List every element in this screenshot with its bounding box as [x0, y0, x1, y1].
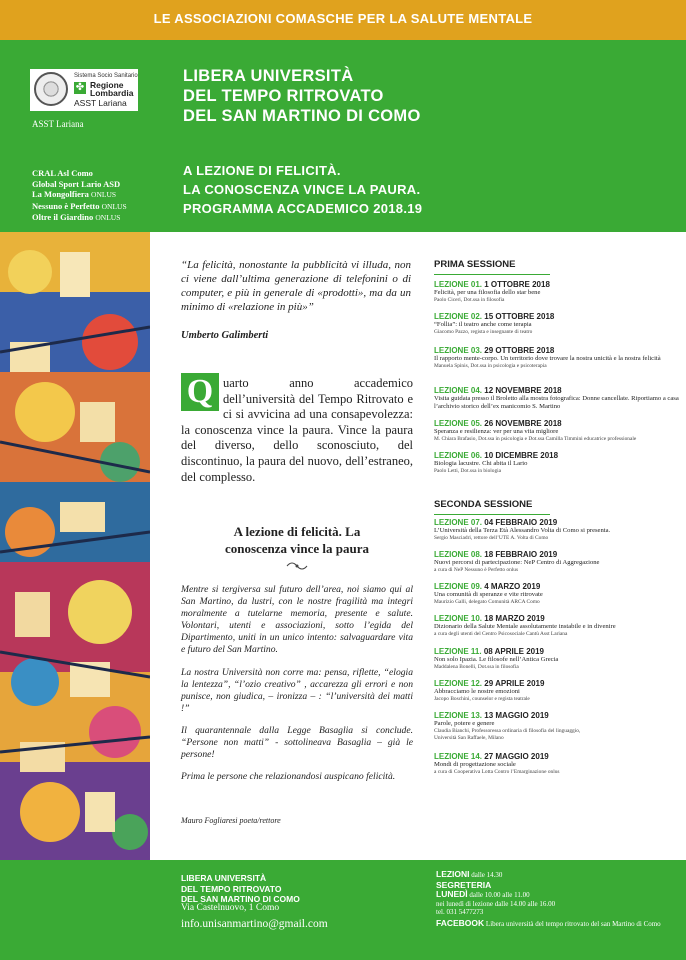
logo-asst-text: ASST Lariana: [74, 98, 127, 108]
asst-logo: [30, 69, 138, 111]
sponsor-item: La Mongolfiera ONLUS: [32, 189, 117, 199]
banner-text: LE ASSOCIAZIONI COMASCHE PER LA SALUTE MENTALE: [153, 11, 533, 26]
program-title: [183, 161, 422, 218]
lesson-item: LEZIONE 02. 15 OTTOBRE 2018 “Follia”: il teatro anche come terapia Giacomo Pazzo, regista e insegnante di teatro: [434, 312, 555, 335]
quote-author: Umberto Galimberti: [181, 330, 269, 341]
seal-icon: [34, 72, 68, 106]
logo-system-text: Sistema Socio Sanitario: [74, 73, 138, 79]
university-title: [183, 66, 421, 126]
footer-email[interactable]: info.unisanmartino@gmail.com: [181, 918, 328, 930]
divider: [434, 514, 550, 515]
artwork-image: [0, 232, 150, 860]
intro-text: uarto anno accademico dell’università del Tempo Ritrovato e ci si avvicina ad una consapevolezza: la conoscenza vince la paura. Vince la paura del diverso, dello sconosciuto, del discontinuo, la paura del nuovo, dell’estraneo, del complesso.: [181, 376, 413, 484]
lesson-item: LEZIONE 05. 26 NOVEMBRE 2018 Speranza e resilienza: ver per una vita migliore M. Chiara Brafasio, Dot.ssa in psicologia e Dot.ssa Camilla Timmini educatrice professionale: [434, 419, 637, 442]
subtitle-line: LA CONOSCENZA VINCE LA PAURA.: [183, 182, 421, 197]
sponsor-item: Global Sport Lario ASD: [32, 178, 121, 189]
session-title: SECONDA SESSIONE: [434, 499, 533, 510]
logo-region-text: Regione Lombardia: [90, 80, 134, 98]
title-line: DEL TEMPO RITROVATO: [183, 87, 384, 105]
manifesto-text: [181, 584, 413, 793]
manifesto-paragraph: Il quarantennale dalla Legge Basaglia si conclude. “Persone non matti” - sottolineava Basaglia – già le persone!: [181, 724, 413, 761]
lesson-item: LEZIONE 10. 18 MARZO 2019 Dizionario della Salute Mentale assolutamente instabile e in divenire a cura degli utenti del Centro Psicosociale Cantù Asst Lariana: [434, 614, 616, 637]
lesson-item: LEZIONE 03. 29 OTTOBRE 2018 Il rapporto mente-corpo. Un territorio dove trovare la nostra unicità e la nostra felicità Manuela Spinis, Dot.ssa in psicologia e psicoterapia: [434, 346, 661, 369]
lesson-item: LEZIONE 11. 08 APRILE 2019 Non solo Ipazia. Le filosofe nell’Antica Grecia Maddalena Bonelli, Dot.ssa in filosofia: [434, 647, 559, 670]
lesson-item: LEZIONE 09. 4 MARZO 2019 Una comunità di speranze e vite ritrovate Maurizio Galli, delegato Comunità ARCA Como: [434, 582, 543, 605]
lesson-item: LEZIONE 13. 13 MAGGIO 2019 Parole, potere e genere Claudia Bianchi, Professoressa ordinaria di filosofia del linguaggio, Università San Raffaele, Milano: [434, 711, 581, 741]
lesson-item: LEZIONE 14. 27 MAGGIO 2019 Mondi di progettazione sociale a cura di Cooperativa Lotta Contro l’Emarginazione onlus: [434, 752, 560, 775]
ornament-icon: [286, 560, 308, 572]
footer-info: LEZIONI dalle 14.30 SEGRETERIA LUNEDÌ dalle 10.00 alle 11.00 nei lunedì di lezione dalle 14.00 alle 16.00 tel. 031 5477273 FACEBOOK Libera università del tempo ritrovato del san Martino di Como: [436, 869, 661, 928]
quote-text: “La felicità, nonostante la pubblicità vi illuda, non ci viene dall’ultima generazione di telefonini o di computer, e più in generale di «prodotti», ma da un minimo di «relazione in più»”: [181, 259, 411, 313]
lesson-item: LEZIONE 07. 04 FEBBRAIO 2019 L’Università della Terza Età Alessandro Volta di Como si presenta. Sergio Masciadri, rettore dell’UTE A. Volta di Como: [434, 518, 611, 541]
sponsor-item: Oltre il Giardino ONLUS: [32, 212, 121, 222]
lesson-item: LEZIONE 08. 18 FEBBRAIO 2019 Nuovi percorsi di partecipazione: NeP Centro di Aggregazione a cura di NeP Nessuno è Perfetto onlus: [434, 550, 600, 573]
manifesto-paragraph: Prima le persone che relazionandosi auspicano felicità.: [181, 771, 396, 783]
subtitle-line: PROGRAMMA ACCADEMICO 2018.19: [183, 201, 423, 216]
sponsor-list: [32, 168, 127, 224]
section-subhead: A lezione di felicità. La conoscenza vince la paura: [224, 524, 370, 556]
dropcap: Q: [181, 373, 219, 411]
sponsor-item: CRAL Asl Como: [32, 168, 93, 178]
lombardia-rose-icon: ✤: [75, 82, 85, 93]
session-title: PRIMA SESSIONE: [434, 259, 516, 270]
signature: Mauro Fogliaresi poeta/rettore: [181, 816, 281, 825]
lesson-item: LEZIONE 12. 29 APRILE 2019 Abbracciamo le nostre emozioni Jacopo Boschini, counselor e regista teatrale: [434, 679, 545, 702]
title-line: DEL SAN MARTINO DI COMO: [183, 107, 421, 125]
lesson-item: LEZIONE 04. 12 NOVEMBRE 2018 Visita guidata presso il Broletto alla mostra fotografica: Donne cancellate. Riportiamo a casa l’archivio storico dell’ex manicomio S. Martino: [434, 386, 679, 410]
manifesto-paragraph: Mentre si tergiversa sul futuro dell’area, noi siamo qui al San Martino, da lustri, con le nostre fragilità ma integri moralmente a tutelarne memoria, presente e salute. Volontari, utenti e associazioni, sotto l’egida del Dipartimento, uniti in un unico intento: salvaguardare vita e futuro del San Martino.: [181, 584, 413, 656]
sponsor-item: Nessuno è Perfetto ONLUS: [32, 200, 127, 211]
manifesto-paragraph: La nostra Università non corre ma: pensa, riflette, “elogia la lentezza”, “l’ozio creativo” , accarezza gli errori e non punisce, non giudica, – ironizza – : “l’università dei matti !”: [181, 666, 413, 714]
lesson-item: LEZIONE 06. 10 DICEMBRE 2018 Biologia lacustre. Chi abita il Lario Paolo Letti, Dot.ssa in biologia: [434, 451, 559, 474]
top-banner: [0, 0, 686, 40]
footer-title: LIBERA UNIVERSITÀ DEL TEMPO RITROVATO DEL SAN MARTINO DI COMO: [181, 873, 300, 904]
subtitle-line: A LEZIONE DI FELICITÀ.: [183, 163, 341, 178]
facebook-label: FACEBOOK: [436, 917, 485, 928]
divider: [434, 274, 550, 275]
lesson-item: LEZIONE 01. 1 OTTOBRE 2018 Felicità, per una filosofia dello star bene Paolo Ciceri, Dot.ssa in filosofia: [434, 280, 550, 303]
title-line: LIBERA UNIVERSITÀ: [183, 67, 354, 85]
asst-label: ASST Lariana: [32, 119, 84, 129]
intro-paragraph: [181, 373, 413, 485]
footer-address: Via Castelnuovo, 1 Como: [181, 903, 280, 913]
facebook-link[interactable]: Libera università del tempo ritrovato del san Martino di Como: [485, 919, 661, 928]
